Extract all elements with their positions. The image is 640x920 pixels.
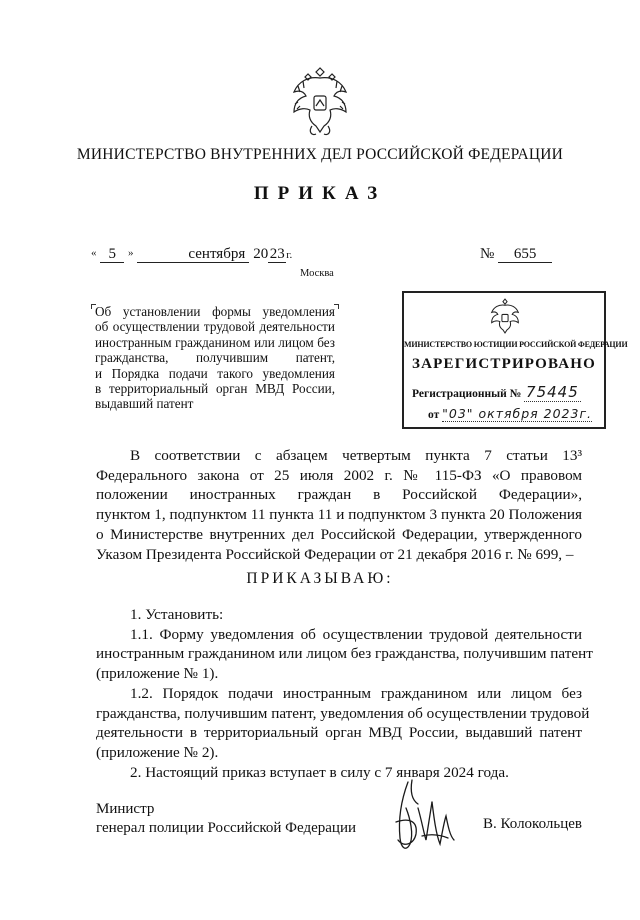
item-1: 1. Установить:	[130, 606, 224, 623]
stamp-date-prefix: от	[428, 409, 440, 421]
item-1-1-line: иностранным гражданином или лицом без гражданства, получившим патент	[96, 645, 593, 663]
number-value: 655	[498, 246, 552, 263]
preamble-line: Федерального закона от 25 июля 2002 г. № 115-ФЗ «О правовом	[96, 466, 582, 484]
item-1-2-line: (приложение № 2).	[96, 743, 219, 761]
preamble-line: В соответствии с абзацем четвертым пункта 7 статьи 13³	[130, 447, 582, 464]
date-close-quote: »	[128, 247, 134, 259]
preamble-line: пунктом 1, подпунктом 11 пункта 11 и подпунктом 3 пункта 20 Положения	[96, 506, 582, 524]
preamble	[96, 446, 582, 564]
coat-of-arms-icon	[288, 62, 352, 140]
order-word: ПРИКАЗЫВАЮ:	[246, 570, 394, 587]
subject-block	[95, 304, 335, 412]
item-2: 2. Настоящий приказ вступает в силу с 7 января 2024 года.	[130, 763, 509, 781]
signatory-name: В. Колокольцев	[483, 816, 582, 832]
bracket-left	[91, 304, 96, 309]
preamble-line: положении иностранных граждан в Российской Федерации»,	[96, 486, 582, 504]
position-line-2: генерал полиции Российской Федерации	[96, 820, 357, 836]
date-year-unit: г.	[286, 249, 293, 261]
stamp-reg-label: Регистрационный №	[412, 388, 522, 400]
order-items	[96, 605, 593, 782]
stamp-ministry: МИНИСТЕРСТВО ЮСТИЦИИ РОССИЙСКОЙ ФЕДЕРАЦИИ	[404, 340, 628, 349]
stamp-reg-value: 75445	[526, 383, 579, 401]
subject-line: Об установлении формы уведомления	[95, 304, 335, 319]
subject-line: выдавший патент	[95, 396, 194, 412]
subject-line: и Порядка подачи такого уведомления	[95, 365, 335, 381]
registration-stamp	[402, 291, 628, 429]
position-line-1: Министр	[96, 801, 155, 817]
date-year-suffix: 23	[269, 246, 285, 262]
handwritten-signature	[388, 778, 478, 858]
stamp-date-value: "03" октября 2023г.	[442, 406, 592, 421]
stamp-date	[428, 406, 592, 421]
date-month: сентября	[137, 246, 249, 263]
document-number	[480, 246, 552, 263]
stamp-emblem-icon	[488, 297, 522, 337]
preamble-line: Указом Президента Российской Федерации от 21 декабря 2016 г. № 699, –	[96, 545, 574, 563]
ministry-name: МИНИСТЕРСТВО ВНУТРЕННИХ ДЕЛ РОССИЙСКОЙ ФЕДЕРАЦИИ	[76, 146, 564, 163]
item-1-1-line: (приложение № 1).	[96, 665, 219, 683]
subject-line: иностранным гражданином или лицом без	[95, 334, 335, 350]
preamble-line: о Министерстве внутренних дел Российской Федерации, утвержденного	[96, 525, 582, 543]
document-date	[91, 246, 292, 263]
date-day: 5	[100, 246, 124, 263]
city: Москва	[300, 268, 334, 279]
subject-line: гражданства, получившим патент,	[95, 350, 335, 366]
stamp-reg-number	[412, 383, 581, 401]
item-1-2-line: 1.2. Порядок подачи иностранным гражданином или лицом без	[130, 684, 582, 702]
subject-line: в территориальный орган МВД России,	[95, 381, 335, 397]
item-1-2-line: деятельности в территориальный орган МВД России, выдавший патент	[96, 724, 582, 742]
bracket-right	[334, 304, 339, 309]
subject-line: об осуществлении трудовой деятельности	[95, 319, 335, 335]
date-open-quote: «	[91, 247, 97, 259]
document-title: ПРИКАЗ	[253, 183, 387, 204]
item-1-1-line: 1.1. Форму уведомления об осуществлении трудовой деятельности	[130, 625, 582, 643]
item-1-2-line: гражданства, получившим патент, уведомления об осуществлении трудовой	[96, 704, 590, 722]
date-year-prefix: 20	[253, 246, 269, 262]
number-sign: №	[480, 246, 495, 262]
signatory-position	[96, 800, 356, 838]
stamp-registered: ЗАРЕГИСТРИРОВАНО	[412, 356, 596, 372]
